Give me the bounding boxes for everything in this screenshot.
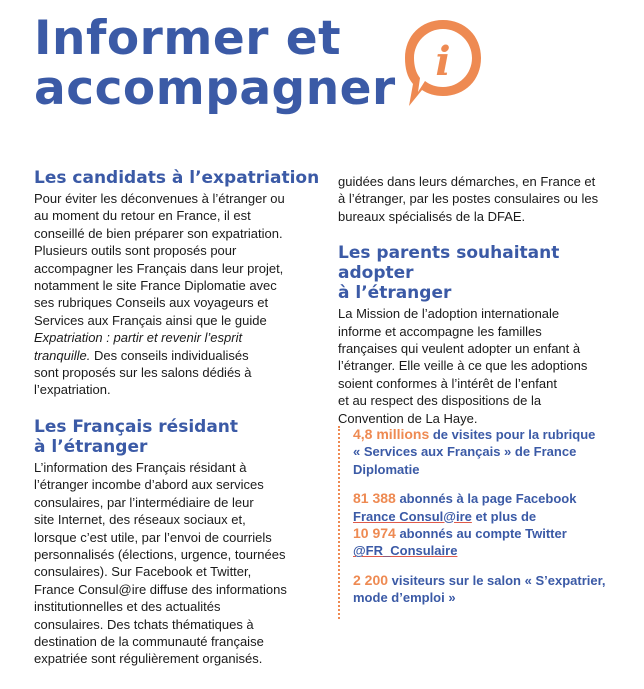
stat-visits-number: 4,8 millions	[353, 426, 430, 442]
facebook-page-name: France Consul@ire	[353, 508, 472, 524]
info-glyph: i	[435, 38, 451, 85]
section-adoption	[338, 243, 628, 427]
stat-visits: 4,8 millions de visites pour la rubrique « Services aux Français » de France Diplomatie	[353, 426, 596, 477]
paragraph-residants: L’information des Français résidant à l’étranger incombe d’abord aux services consulaires, par l’intermédiaire de leur site Internet, des réseaux sociaux et, lorsque c’est utile, par l’envoi de courriels personnalisés (élections, urgence, tournées consulaires). Sur Facebook et Twitter, France Consul@ire diffuse des informations institutionnelles et des actualités consulaires. Des tchats thématiques à destination de la communauté française expatriée sont régulièrement organisés.	[34, 459, 287, 667]
right-column	[338, 173, 628, 427]
heading-candidats: Les candidats à l’expatriation	[34, 168, 320, 188]
info-bubble-icon	[401, 16, 485, 112]
title-line-1: Informer et	[34, 11, 342, 66]
stat-twitter-number: 10 974	[353, 525, 396, 542]
paragraph-continuation: guidées dans leurs démarches, en France et à l’étranger, par les postes consulaires ou les bureaux spécialisés de la DFAE.	[338, 174, 599, 224]
left-column	[34, 168, 320, 668]
heading-residants: Les Français résidant à l’étranger	[34, 416, 239, 457]
key-figures-box	[338, 426, 643, 619]
section-candidats	[34, 168, 320, 399]
stat-salon: 2 200 visiteurs sur le salon « S’expatrier, mode d’emploi »	[353, 571, 606, 606]
stat-salon-number: 2 200	[353, 571, 389, 588]
heading-adoption: Les parents souhaitant adopter à l’étranger	[338, 243, 560, 304]
stat-facebook-number: 81 388	[353, 490, 396, 507]
stat-followers: 81 388 abonnés à la page Facebook France Consul@ire et plus de 10 974 abonnés au compte Twitter @FR_Consulaire	[353, 490, 577, 559]
title-line-2: accompagner	[34, 61, 396, 116]
page-title	[34, 11, 396, 116]
twitter-handle: @FR_Consulaire	[353, 543, 458, 559]
paragraph-adoption: La Mission de l’adoption internationale informe et accompagne les familles françaises qui veulent adopter un enfant à l’étranger. Elle veille à ce que les adoptions soient conformes à l’intérêt de l’enfant et au respect des dispositions de la Convention de La Haye.	[338, 306, 588, 426]
section-residants	[34, 417, 320, 668]
paragraph-candidats: Pour éviter les déconvenues à l’étranger ou au moment du retour en France, il est conseillé de bien préparer son expatriation. Plusieurs outils sont proposés pour accompagner les Français dans leur projet, notamment le site France Diplomatie avec ses rubriques Conseils aux voyageurs et Services aux Français ainsi que le guide Expatriation : partir et revenir l’esprit tranquille. Des conseils individualisés sont proposés sur les salons dédiés à l’expatriation.	[34, 191, 285, 398]
